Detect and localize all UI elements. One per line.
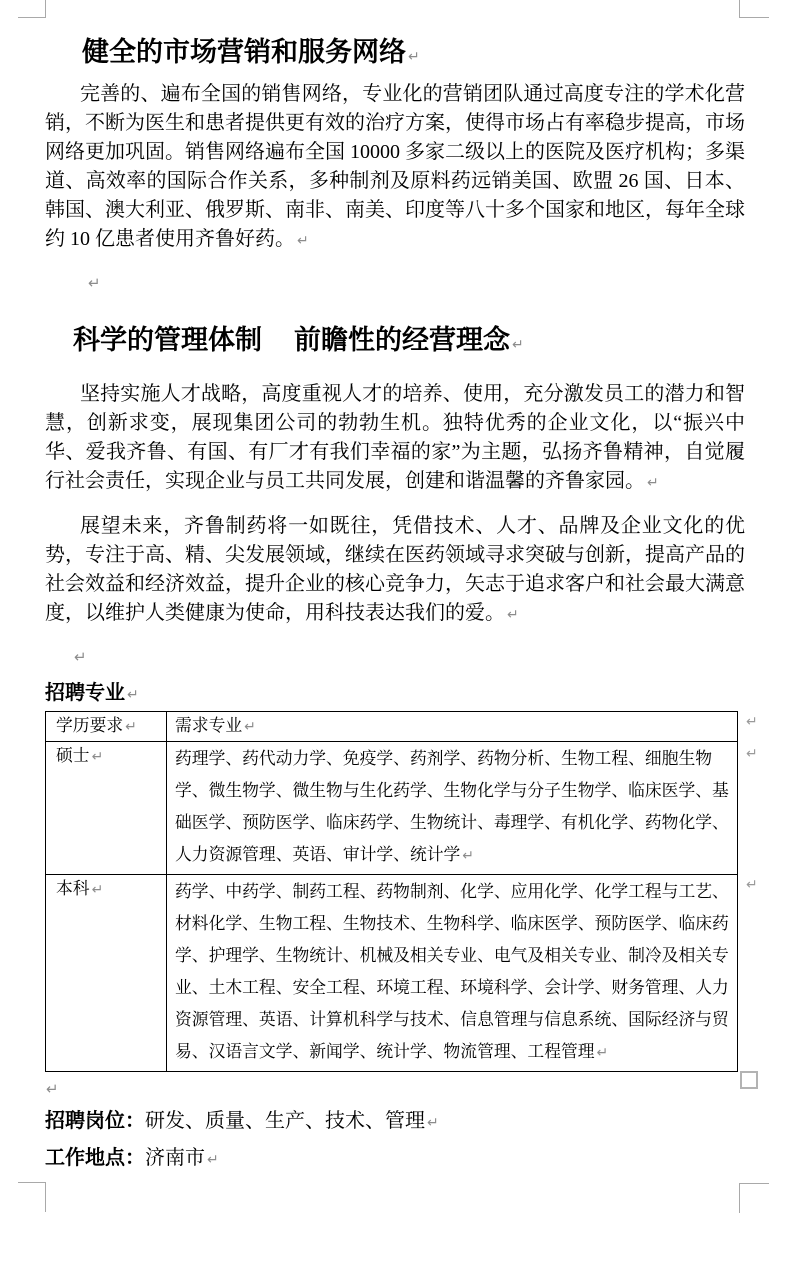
heading-marketing-network	[82, 30, 420, 69]
paragraph-marketing	[45, 80, 745, 256]
paragraph-mark-icon: ↵	[88, 274, 101, 292]
cell-degree-bachelor	[46, 875, 167, 1072]
majors-bachelor-text: 药学、中药学、制药工程、药物制剂、化学、应用化学、化学工程与工艺、材料化学、生物工程、生物技术、生物科学、临床医学、预防医学、临床药学、护理学、生物统计、机械及相关专业、电气及相关专业、制冷及相关专业、土木工程、安全工程、环境工程、环境科学、会计学、财务管理、人力资源管理、英语、计算机科学与技术、信息管理与信息系统、国际经济与贸易、汉语言文学、新闻学、统计学、物流管理、工程管理	[175, 882, 729, 1061]
text-boundary-mark-top-right	[739, 0, 769, 18]
cell-mark-icon: ↵	[91, 749, 104, 765]
cell-mark-icon: ↵	[244, 719, 256, 735]
anchor-square-marker	[740, 1071, 758, 1089]
end-of-row-mark-icon: ↵	[746, 877, 758, 893]
paragraph-mark-icon: ↵	[127, 687, 139, 703]
degree-bachelor-text: 本科	[56, 879, 90, 898]
recruit-positions-label: 招聘岗位：	[45, 1110, 145, 1132]
majors-master-text: 药理学、药代动力学、免疫学、药剂学、药物分析、生物工程、细胞生物学、微生物学、微生物与生化药学、生物化学与分子生物学、临床医学、基础医学、预防医学、临床药学、生物统计、毒理学、有机化学、药物化学、人力资源管理、英语、审计学、统计学	[175, 749, 729, 864]
paragraph-mark-icon: ↵	[74, 648, 87, 666]
recruit-majors-table	[45, 711, 738, 1072]
recruit-majors-label-text: 招聘专业	[45, 682, 125, 704]
cell-mark-icon: ↵	[125, 719, 137, 735]
heading-management-philosophy	[73, 318, 524, 357]
text-boundary-mark-top-left	[18, 0, 46, 18]
recruit-positions-value: 研发、质量、生产、技术、管理	[145, 1110, 425, 1132]
table-row-bachelor	[46, 875, 738, 1072]
paragraph-future-text: 展望未来，齐鲁制药将一如既往，凭借技术、人才、品牌及企业文化的优势，专注于高、精、尖发展领域，继续在医药领域寻求突破与创新，提高产品的社会效益和经济效益，提升企业的核心竞争力，矢志于追求客户和社会最大满意度，以维护人类健康为使命，用科技表达我们的爱。	[45, 515, 745, 624]
work-location-label: 工作地点：	[45, 1147, 145, 1169]
paragraph-talent-text: 坚持实施人才战略，高度重视人才的培养、使用，充分激发员工的潜力和智慧，创新求变，展现集团公司的勃勃生机。独特优秀的企业文化，以“振兴中华、爱我齐鲁、有国、有厂才有我们幸福的家”为主题，弘扬齐鲁精神，自觉履行社会责任，实现企业与员工共同发展，创建和谐温馨的齐鲁家园。	[45, 383, 745, 492]
work-location-line	[45, 1141, 219, 1170]
paragraph-mark-icon: ↵	[46, 1080, 59, 1098]
cell-mark-icon: ↵	[596, 1045, 609, 1061]
paragraph-talent	[45, 380, 745, 498]
end-of-row-mark-icon: ↵	[746, 746, 758, 762]
paragraph-mark-icon: ↵	[408, 49, 420, 65]
cell-mark-icon: ↵	[462, 848, 475, 864]
paragraph-mark-icon: ↵	[507, 607, 519, 623]
paragraph-mark-icon: ↵	[297, 233, 309, 249]
cell-degree-master	[46, 742, 167, 875]
header-degree-text: 学历要求	[56, 716, 124, 735]
text-boundary-mark-bottom-left	[18, 1182, 46, 1212]
paragraph-mark-icon: ↵	[427, 1115, 439, 1131]
paragraph-mark-icon: ↵	[207, 1152, 219, 1168]
text-boundary-mark-bottom-right	[739, 1183, 769, 1213]
cell-mark-icon: ↵	[91, 882, 104, 898]
cell-majors-bachelor	[167, 875, 738, 1072]
header-cell-majors	[167, 712, 738, 742]
degree-master-text: 硕士	[56, 746, 90, 765]
heading-philosophy-text: 前瞻性的经营理念	[294, 325, 510, 355]
table-header-row	[46, 712, 738, 742]
heading-management-text: 科学的管理体制	[73, 325, 262, 355]
work-location-value: 济南市	[145, 1147, 205, 1169]
table-row-master	[46, 742, 738, 875]
cell-majors-master	[167, 742, 738, 875]
header-majors-text: 需求专业	[175, 716, 243, 735]
paragraph-mark-icon: ↵	[512, 337, 524, 353]
recruit-majors-label	[45, 676, 139, 705]
end-of-row-mark-icon: ↵	[746, 714, 758, 730]
header-cell-degree	[46, 712, 167, 742]
paragraph-marketing-text: 完善的、遍布全国的销售网络，专业化的营销团队通过高度专注的学术化营销，不断为医生和患者提供更有效的治疗方案，使得市场占有率稳步提高，市场网络更加巩固。销售网络遍布全国 10000 多家二级以上的医院及医疗机构；多渠道、高效率的国际合作关系，多种制剂及原料药远销美国、欧盟 26 国、日本、韩国、澳大利亚、俄罗斯、南非、南美、印度等八十多个国家和地区，每年全球约 10 亿患者使用齐鲁好药。	[45, 83, 745, 250]
recruit-positions-line	[45, 1104, 439, 1133]
heading-marketing-network-text: 健全的市场营销和服务网络	[82, 37, 406, 67]
paragraph-mark-icon: ↵	[647, 475, 659, 491]
paragraph-future	[45, 512, 745, 630]
